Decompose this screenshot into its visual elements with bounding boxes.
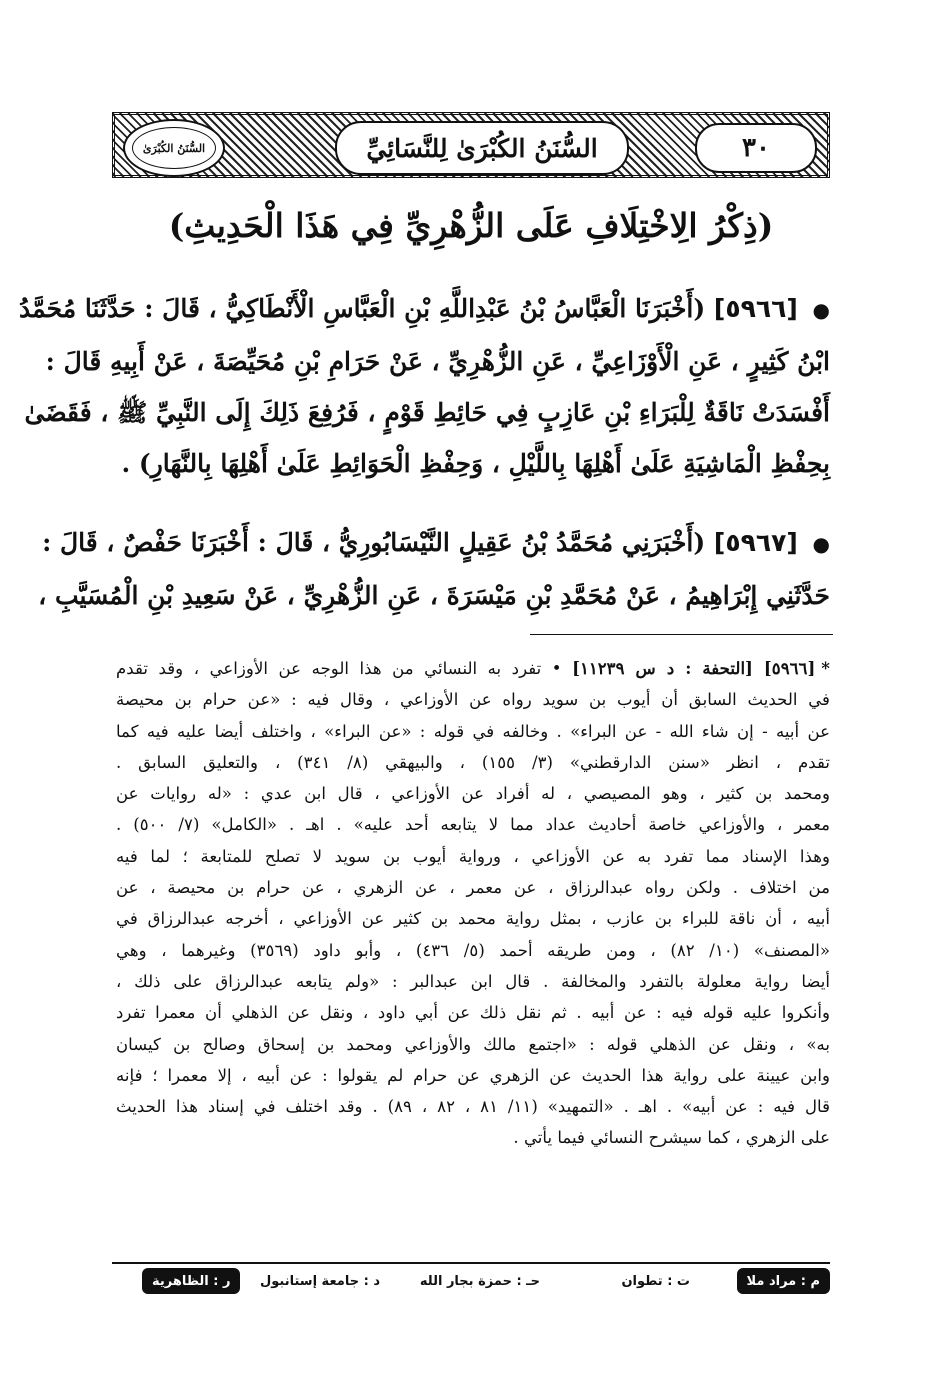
footnote-line: معمر ، والأوزاعي خاصة أحاديث عداد مما لا يتابعه أحد عليه» . اهـ . «الكامل» (٧/ ٥٠٠) . — [116, 815, 830, 835]
hadith-text: (أَخْبَرَنَا الْعَبَّاسُ بْنُ عَبْدِاللَّهِ بْنِ الْعَبَّاسِ الْأَنْطَاكِيُّ ، قَالَ : حَدَّثَنَا مُحَمَّدُ — [19, 294, 706, 323]
hadith-line: ابْنُ كَثِيرٍ ، عَنِ الْأَوْزَاعِيِّ ، عَنِ الزُّهْرِيِّ ، عَنْ حَرَامِ بْنِ مُحَيِّصَةَ ، عَنْ أَبِيهِ قَالَ : — [45, 347, 830, 376]
legend-item-d: د : جامعة إستانبول — [259, 1274, 380, 1289]
footnote-line: وابن عيينة على رواية هذا الحديث عن الزهري عن حرام لم يقولوا : عن أبيه ، إلا معمرا ؛ فإنه — [116, 1065, 830, 1085]
footnote-line: أبيه ، أن ناقة للبراء بن عازب ، بمثل رواية محمد بن كثير عن الأوزاعي ، أخرجه عبدالرزاق في — [116, 909, 830, 929]
section-title: (ذِكْرُ الِاخْتِلَافِ عَلَى الزُّهْرِيِّ فِي هَذَا الْحَدِيثِ) — [168, 206, 774, 245]
footnote-line: عن أبيه - إن شاء الله - عن البراء» . وخالفه في قوله : «عن البراء» ، واختلف أيضا عليه فيه كما — [116, 721, 830, 741]
footnote-line: في الحديث السابق أن أيوب بن سويد رواه عن الأوزاعي ، وقال فيه : «عن حرام بن محيصة — [116, 690, 830, 710]
hadith-text: (أَخْبَرَنِي مُحَمَّدُ بْنُ عَقِيلٍ النَّيْسَابُورِيُّ ، قَالَ : أَخْبَرَنَا حَفْصٌ ، قَالَ : — [42, 528, 706, 557]
manuscript-legend — [112, 1268, 830, 1304]
footnote-line: به» ، ونقل عن الذهلي قوله : «اجتمع مالك والأوزاعي ومحمد بن إسحاق وصالح بن كيسان — [116, 1034, 830, 1054]
footnote-ref: [٥٩٦٦] [التحفة : د س ١١٢٣٩] — [572, 658, 816, 678]
footnote-line: وأنكروا عليه قوله فيه : عن أبيه . ثم نقل ذلك عن أبي داود ، ونقل عن الذهلي أن معمرا تفرد — [116, 1003, 830, 1023]
hadith-line — [19, 283, 830, 336]
legend-item-t: ت : تطوان — [621, 1274, 690, 1289]
bullet-icon: ● — [812, 532, 830, 556]
footnote-line: تقدم ، انظر «سنن الدارقطني» (٣/ ١٥٥) ، والبيهقي (٨/ ٣٤١) ، والتعليق السابق . — [116, 752, 830, 772]
footnote-divider — [530, 634, 833, 635]
footnote-line: قال فيه : عن أبيه» . اهـ . «التمهيد» (١١/ ٨١ ، ٨٢ ، ٨٩) . وقد اختلف في إسناد هذا الحديث — [116, 1097, 831, 1117]
footnote-text: • تفرد به النسائي من هذا الوجه عن الأوزاعي ، وقد تقدم — [116, 659, 562, 678]
legend-tag-r: ر : الظاهرية — [142, 1268, 240, 1294]
footnote-line: على الزهري ، كما سيشرح النسائي فيما يأتي . — [513, 1128, 830, 1148]
hadith-5967 — [38, 517, 830, 621]
hadith-line: أَفْسَدَتْ نَاقَةٌ لِلْبَرَاءِ بْنِ عَازِبٍ فِي حَائِطِ قَوْمٍ ، فَرُفِعَ ذَلِكَ إِلَى النَّبِيِّ ﷺ ، فَقَضَىٰ — [24, 398, 830, 427]
page-number: ٣٠ — [695, 123, 817, 173]
seal-text: السُّنَنُ الكُبْرَىٰ — [132, 127, 216, 169]
hadith-line — [42, 517, 830, 570]
hadith-line: بِحِفْظِ الْمَاشِيَةِ عَلَىٰ أَهْلِهَا بِاللَّيْلِ ، وَحِفْظِ الْحَوَائِطِ عَلَىٰ أَهْلِهَا بِالنَّهَارِ) . — [121, 449, 830, 478]
bullet-icon: ● — [812, 298, 830, 322]
legend-divider — [112, 1262, 830, 1264]
hadith-number: [٥٩٦٦] — [713, 294, 798, 323]
hadith-5966 — [19, 283, 830, 489]
legend-item-h: حـ : حمزة بجار الله — [419, 1274, 540, 1289]
footnote-line: ومحمد بن كثير ، وهو المصيصي ، له أفراد عن الأوزاعي ، قال ابن عدي : «له روايات عن — [116, 784, 830, 804]
footnote-line: من اختلاف . ولكن رواه عبدالرزاق ، عن معمر ، عن الزهري ، عن حرام بن محيصة ، عن — [116, 878, 830, 898]
hadith-number: [٥٩٦٧] — [713, 528, 798, 557]
footnote-line — [116, 653, 830, 684]
page-header — [112, 112, 830, 178]
book-title: السُّنَنُ الكُبْرَىٰ لِلنَّسَائِيِّ — [335, 121, 629, 175]
footnote-line: «المصنف» (١٠/ ٨٢) ، ومن طريقه أحمد (٥/ ٤٣٦) ، وأبو داود (٣٥٦٩) وغيرهما ، وهي — [116, 940, 830, 960]
footnote-line: أيضا رواية معلولة بالتفرد والمخالفة . قال ابن عبدالبر : «ولم يتابعه عبدالرزاق على ذلك ، — [116, 971, 830, 991]
footnote-line: وهذا الإسناد مما تفرد به عن الأوزاعي ، ورواية أيوب بن سويد لا تصلح للمتابعة ؛ لما فيه — [116, 846, 830, 866]
footnote — [116, 653, 830, 1154]
legend-tag-m: م : مراد ملا — [737, 1268, 831, 1294]
hadith-line: حَدَّثَنِي إِبْرَاهِيمُ ، عَنْ مُحَمَّدِ بْنِ مَيْسَرَةَ ، عَنِ الزُّهْرِيِّ ، عَنْ سَعِيدِ بْنِ الْمُسَيَّبِ ، — [38, 581, 830, 610]
footnote-marker: * — [821, 658, 830, 678]
book-seal-icon — [123, 119, 225, 177]
